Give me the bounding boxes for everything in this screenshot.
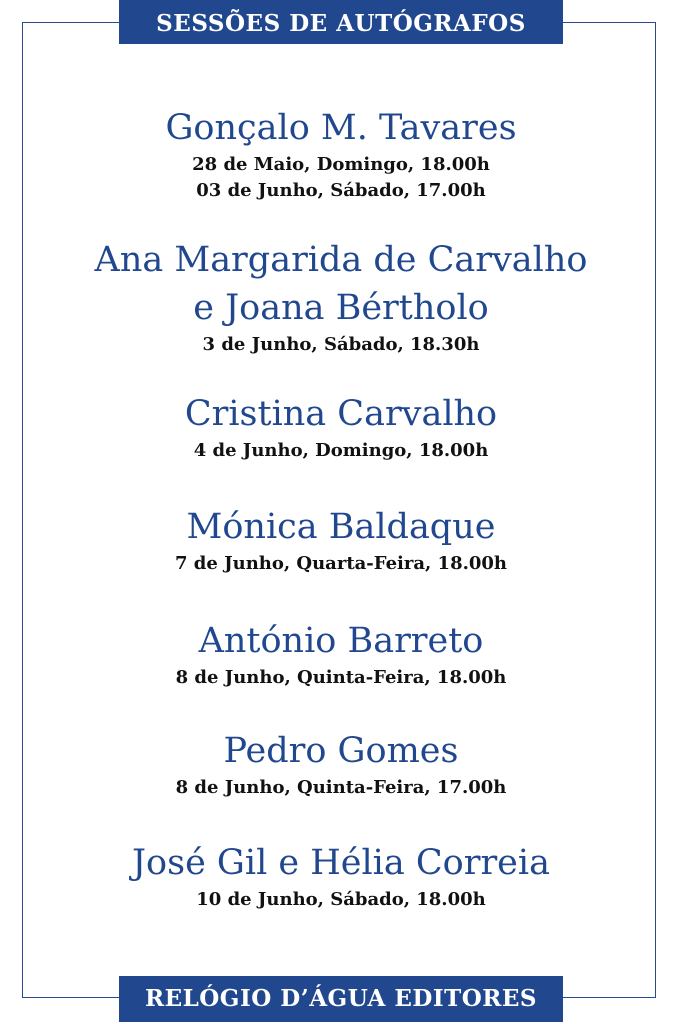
session-item: [0, 727, 682, 801]
session-date: 03 de Junho, Sábado, 17.00h: [196, 180, 486, 201]
session-date: 28 de Maio, Domingo, 18.00h: [192, 154, 490, 175]
session-date: 4 de Junho, Domingo, 18.00h: [193, 440, 489, 461]
author-name: José Gil e Hélia Correia: [132, 843, 550, 883]
author-name: Cristina Carvalho: [184, 394, 498, 434]
header-banner: [119, 0, 563, 44]
session-item: [0, 236, 682, 358]
publisher-name: RELÓGIO D’ÁGUA EDITORES: [144, 985, 538, 1012]
session-item: [0, 390, 682, 464]
session-item: [0, 503, 682, 577]
session-item: [0, 104, 682, 204]
session-date: 10 de Junho, Sábado, 18.00h: [196, 889, 486, 910]
session-date: 8 de Junho, Quinta-Feira, 17.00h: [175, 777, 507, 798]
author-name: Ana Margarida de Carvalho: [94, 240, 588, 280]
author-name: António Barreto: [198, 621, 484, 661]
session-date: 3 de Junho, Sábado, 18.30h: [202, 334, 480, 355]
author-name: Gonçalo M. Tavares: [165, 108, 517, 148]
session-date: 8 de Junho, Quinta-Feira, 18.00h: [175, 667, 507, 688]
session-item: [0, 617, 682, 691]
session-item: [0, 839, 682, 913]
author-name: e Joana Bértholo: [193, 288, 489, 328]
author-name: Pedro Gomes: [223, 731, 459, 771]
author-name: Mónica Baldaque: [186, 507, 496, 547]
session-date: 7 de Junho, Quarta-Feira, 18.00h: [175, 553, 507, 574]
footer-banner: [119, 976, 563, 1022]
header-title: SESSÕES DE AUTÓGRAFOS: [156, 10, 526, 37]
